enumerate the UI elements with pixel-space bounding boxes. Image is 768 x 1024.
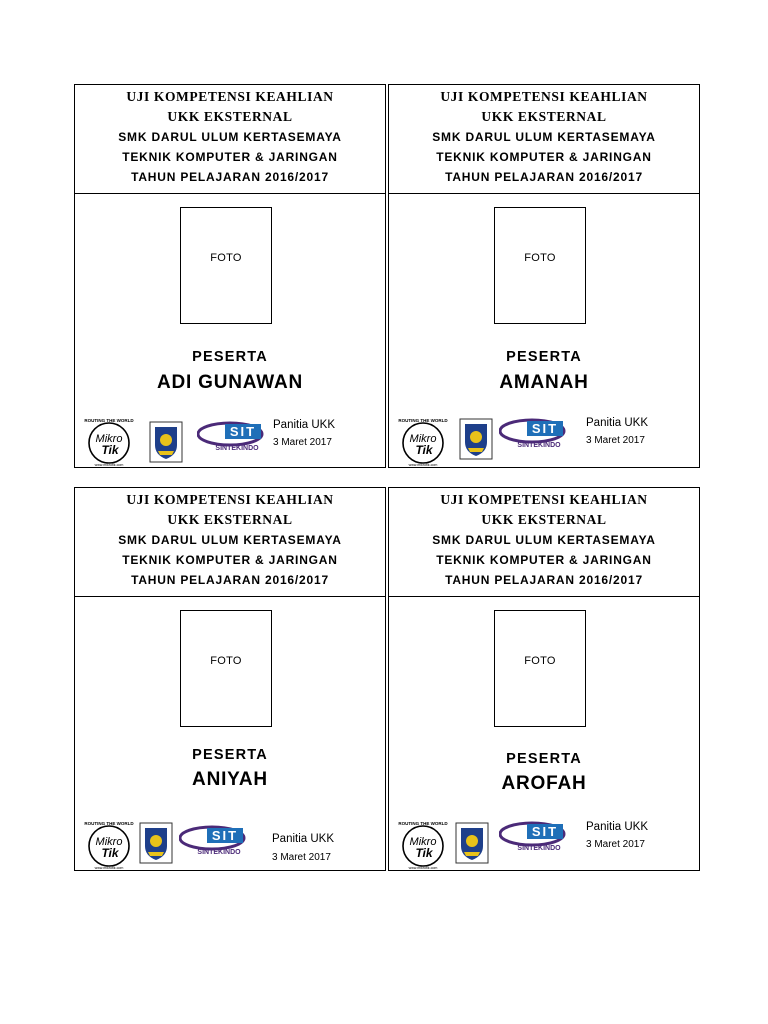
- photo-label: FOTO: [524, 655, 556, 667]
- photo-label: FOTO: [210, 655, 242, 667]
- peserta-label: PESERTA: [506, 349, 582, 365]
- sit-subtext: SINTEKINDO: [197, 849, 241, 856]
- header-line-2: UKK EKSTERNAL: [167, 109, 293, 124]
- mikrotik-logo: [83, 415, 135, 467]
- header-line-3: SMK DARUL ULUM KERTASEMAYA: [118, 130, 342, 144]
- sit-subtext: SINTEKINDO: [517, 442, 561, 449]
- sit-sintekindo-logo: [499, 818, 569, 858]
- panitia-title: Panitia UKK: [273, 419, 336, 431]
- school-emblem-logo: [139, 822, 173, 864]
- photo-placeholder: [494, 610, 586, 727]
- mikrotik-slogan: ROUTING THE WORLD: [84, 418, 134, 423]
- participant-name: ADI GUNAWAN: [156, 372, 304, 393]
- header-line-3: SMK DARUL ULUM KERTASEMAYA: [432, 130, 656, 144]
- mikrotik-url: www.mikrotik.com: [408, 866, 438, 870]
- id-card-1: [74, 84, 386, 468]
- header-line-1: UJI KOMPETENSI KEAHLIAN: [440, 492, 648, 507]
- mikrotik-text-top: Mikro: [409, 433, 437, 445]
- sit-text: SIT: [531, 421, 559, 436]
- mikrotik-slogan: ROUTING THE WORLD: [398, 821, 448, 826]
- header-line-2: UKK EKSTERNAL: [481, 109, 607, 124]
- sit-subtext: SINTEKINDO: [517, 845, 561, 852]
- mikrotik-text-top: Mikro: [409, 836, 437, 848]
- participant-name: AROFAH: [501, 773, 587, 794]
- panitia-title: Panitia UKK: [586, 417, 649, 429]
- header-line-4: TEKNIK KOMPUTER & JARINGAN: [122, 553, 338, 567]
- header-line-5: TAHUN PELAJARAN 2016/2017: [445, 573, 643, 587]
- panitia-title: Panitia UKK: [272, 833, 335, 845]
- mikrotik-text-top: Mikro: [95, 433, 123, 445]
- mikrotik-text-top: Mikro: [95, 836, 123, 848]
- sit-sintekindo-logo: [197, 418, 267, 458]
- mikrotik-slogan: ROUTING THE WORLD: [84, 821, 134, 826]
- photo-label: FOTO: [210, 252, 242, 264]
- mikrotik-text-bottom: Tik: [415, 443, 433, 457]
- sit-subtext: SINTEKINDO: [215, 445, 259, 452]
- card-header: [389, 488, 699, 597]
- peserta-label: PESERTA: [192, 349, 268, 365]
- mikrotik-url: www.mikrotik.com: [408, 463, 438, 467]
- mikrotik-text-bottom: Tik: [101, 846, 119, 860]
- panitia-date: 3 Maret 2017: [272, 852, 331, 863]
- panitia-title: Panitia UKK: [586, 821, 649, 833]
- header-line-5: TAHUN PELAJARAN 2016/2017: [131, 170, 329, 184]
- id-card-4: [388, 487, 700, 871]
- header-line-2: UKK EKSTERNAL: [481, 512, 607, 527]
- panitia-date: 3 Maret 2017: [586, 435, 645, 446]
- header-line-4: TEKNIK KOMPUTER & JARINGAN: [436, 150, 652, 164]
- mikrotik-text-bottom: Tik: [101, 443, 119, 457]
- card-header: [75, 85, 385, 194]
- card-header: [75, 488, 385, 597]
- id-card-2: [388, 84, 700, 468]
- sit-sintekindo-logo: [499, 415, 569, 455]
- mikrotik-logo: [83, 818, 135, 870]
- card-header: [389, 85, 699, 194]
- header-line-5: TAHUN PELAJARAN 2016/2017: [131, 573, 329, 587]
- sit-text: SIT: [229, 424, 257, 439]
- panitia-date: 3 Maret 2017: [586, 839, 645, 850]
- photo-placeholder: [180, 610, 272, 727]
- sit-text: SIT: [531, 824, 559, 839]
- participant-name: AMANAH: [499, 372, 589, 393]
- mikrotik-url: www.mikrotik.com: [94, 866, 124, 870]
- school-emblem-logo: [455, 822, 489, 864]
- header-line-1: UJI KOMPETENSI KEAHLIAN: [126, 492, 334, 507]
- header-line-3: SMK DARUL ULUM KERTASEMAYA: [118, 533, 342, 547]
- school-emblem-logo: [149, 421, 183, 463]
- mikrotik-logo: [397, 818, 449, 870]
- panitia-date: 3 Maret 2017: [273, 437, 332, 448]
- header-line-4: TEKNIK KOMPUTER & JARINGAN: [122, 150, 338, 164]
- header-line-1: UJI KOMPETENSI KEAHLIAN: [440, 89, 648, 104]
- photo-placeholder: [494, 207, 586, 324]
- mikrotik-text-bottom: Tik: [415, 846, 433, 860]
- mikrotik-url: www.mikrotik.com: [94, 463, 124, 467]
- id-card-3: [74, 487, 386, 871]
- photo-label: FOTO: [524, 252, 556, 264]
- mikrotik-logo: [397, 415, 449, 467]
- sit-sintekindo-logo: [179, 822, 249, 862]
- header-line-4: TEKNIK KOMPUTER & JARINGAN: [436, 553, 652, 567]
- mikrotik-slogan: ROUTING THE WORLD: [398, 418, 448, 423]
- participant-name: ANIYAH: [192, 769, 268, 790]
- peserta-label: PESERTA: [192, 747, 268, 763]
- peserta-label: PESERTA: [506, 751, 582, 767]
- header-line-3: SMK DARUL ULUM KERTASEMAYA: [432, 533, 656, 547]
- header-line-5: TAHUN PELAJARAN 2016/2017: [445, 170, 643, 184]
- sit-text: SIT: [211, 828, 239, 843]
- school-emblem-logo: [459, 418, 493, 460]
- header-line-1: UJI KOMPETENSI KEAHLIAN: [126, 89, 334, 104]
- photo-placeholder: [180, 207, 272, 324]
- header-line-2: UKK EKSTERNAL: [167, 512, 293, 527]
